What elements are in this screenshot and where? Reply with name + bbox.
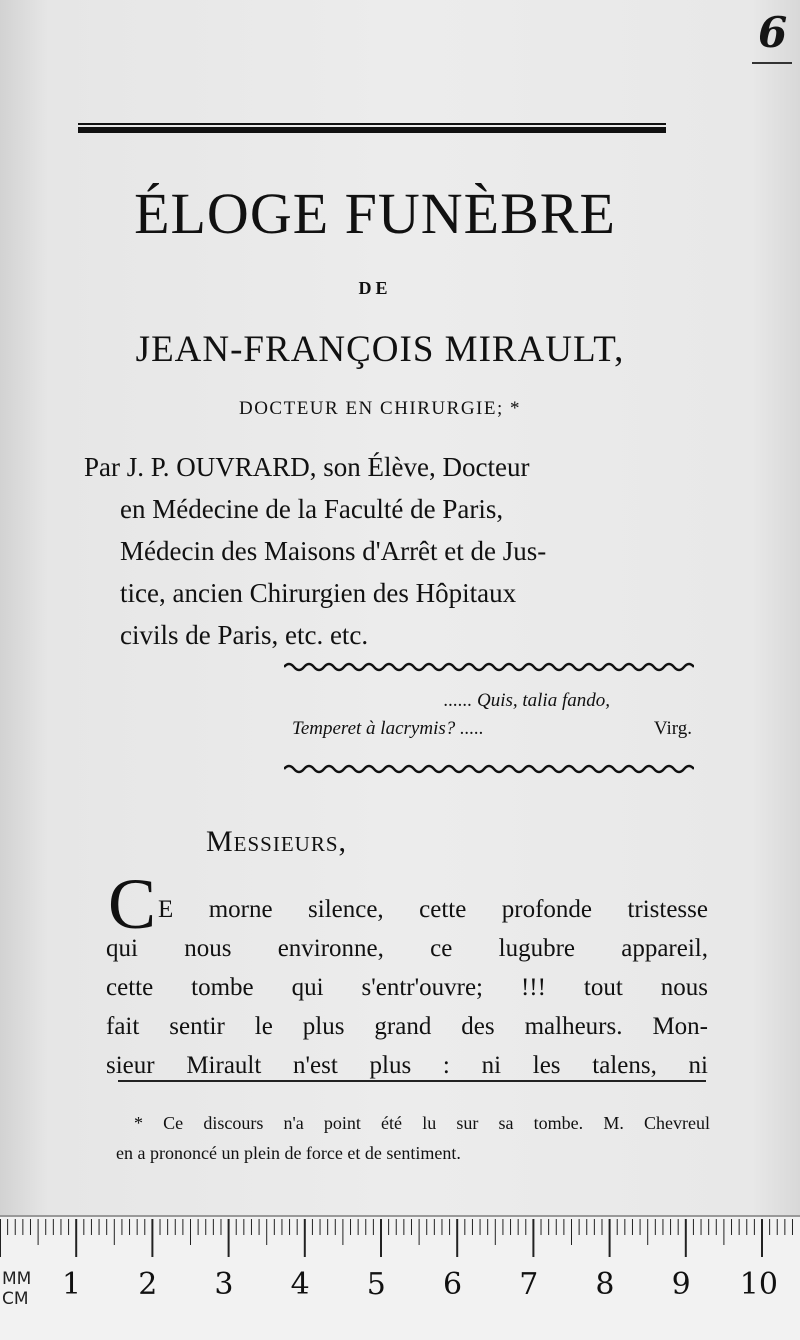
ornamental-wave-rule-top: [284, 660, 694, 674]
footnote-line: * Ce discours n'a point été lu sur sa tombe. M. Chevreul: [134, 1113, 710, 1133]
ruler-number: 4: [290, 1267, 310, 1302]
subject-name: JEAN-FRANÇOIS MIRAULT,: [135, 329, 625, 370]
epigraph-latin: Temperet à lacrymis? .....: [292, 718, 484, 739]
drop-capital: C: [108, 864, 157, 944]
epigraph-line-2: [292, 718, 692, 740]
ornamental-wave-rule-bottom: [284, 762, 694, 776]
title-connector: DE: [358, 278, 392, 298]
ruler-number: 2: [138, 1267, 158, 1302]
header-rule: [78, 123, 666, 133]
author-line: civils de Paris, etc. etc.: [120, 620, 369, 650]
body-line: E morne silence, cette profonde tristesse: [158, 896, 708, 923]
title: ÉLOGE FUNÈBRE: [134, 181, 616, 246]
epigraph-source: Virg.: [653, 718, 692, 739]
ruler-number: 7: [519, 1267, 539, 1302]
author-line: tice, ancien Chirurgien des Hôpitaux: [120, 578, 517, 608]
measurement-ruler: [0, 1215, 800, 1340]
footnote-rule: [118, 1080, 706, 1082]
body-line: cette tombe qui s'entr'ouvre; !!! tout nous: [106, 974, 708, 1001]
epigraph-line-1: ...... Quis, talia fando,: [443, 690, 610, 711]
ruler-number: 8: [595, 1267, 615, 1302]
ruler-number: 1: [62, 1267, 82, 1302]
salutation: [206, 825, 347, 859]
ruler-number: 3: [214, 1267, 234, 1302]
body-line: qui nous environne, ce lugubre appareil,: [106, 935, 708, 962]
body-line: fait sentir le plus grand des malheurs. Mon-: [106, 1013, 708, 1040]
author-line: Par J. P. OUVRARD, son Élève, Docteur: [84, 452, 530, 482]
ruler-number: 5: [366, 1267, 386, 1302]
page-number: 6: [758, 8, 788, 57]
author-line: en Médecine de la Faculté de Paris,: [120, 494, 504, 524]
footnote-line: en a prononcé un plein de force et de sentiment.: [116, 1143, 461, 1163]
ruler-number: 10: [739, 1267, 778, 1302]
body-line: sieur Mirault n'est plus : ni les talens, ni: [106, 1052, 708, 1079]
footnote: [116, 1108, 710, 1168]
author-line: Médecin des Maisons d'Arrêt et de Jus-: [120, 536, 547, 566]
salutation-text: Messieurs,: [206, 825, 348, 858]
body-paragraph: [106, 890, 708, 1085]
ruler-unit-mm: MM: [2, 1269, 32, 1289]
ruler-number: 6: [443, 1267, 463, 1302]
ruler-unit-cm: CM: [2, 1289, 29, 1309]
subject-degree: DOCTEUR EN CHIRURGIE; *: [238, 398, 522, 419]
ruler-number: 9: [671, 1267, 691, 1302]
page-number-underline: [752, 62, 792, 64]
author-block: [84, 446, 704, 656]
